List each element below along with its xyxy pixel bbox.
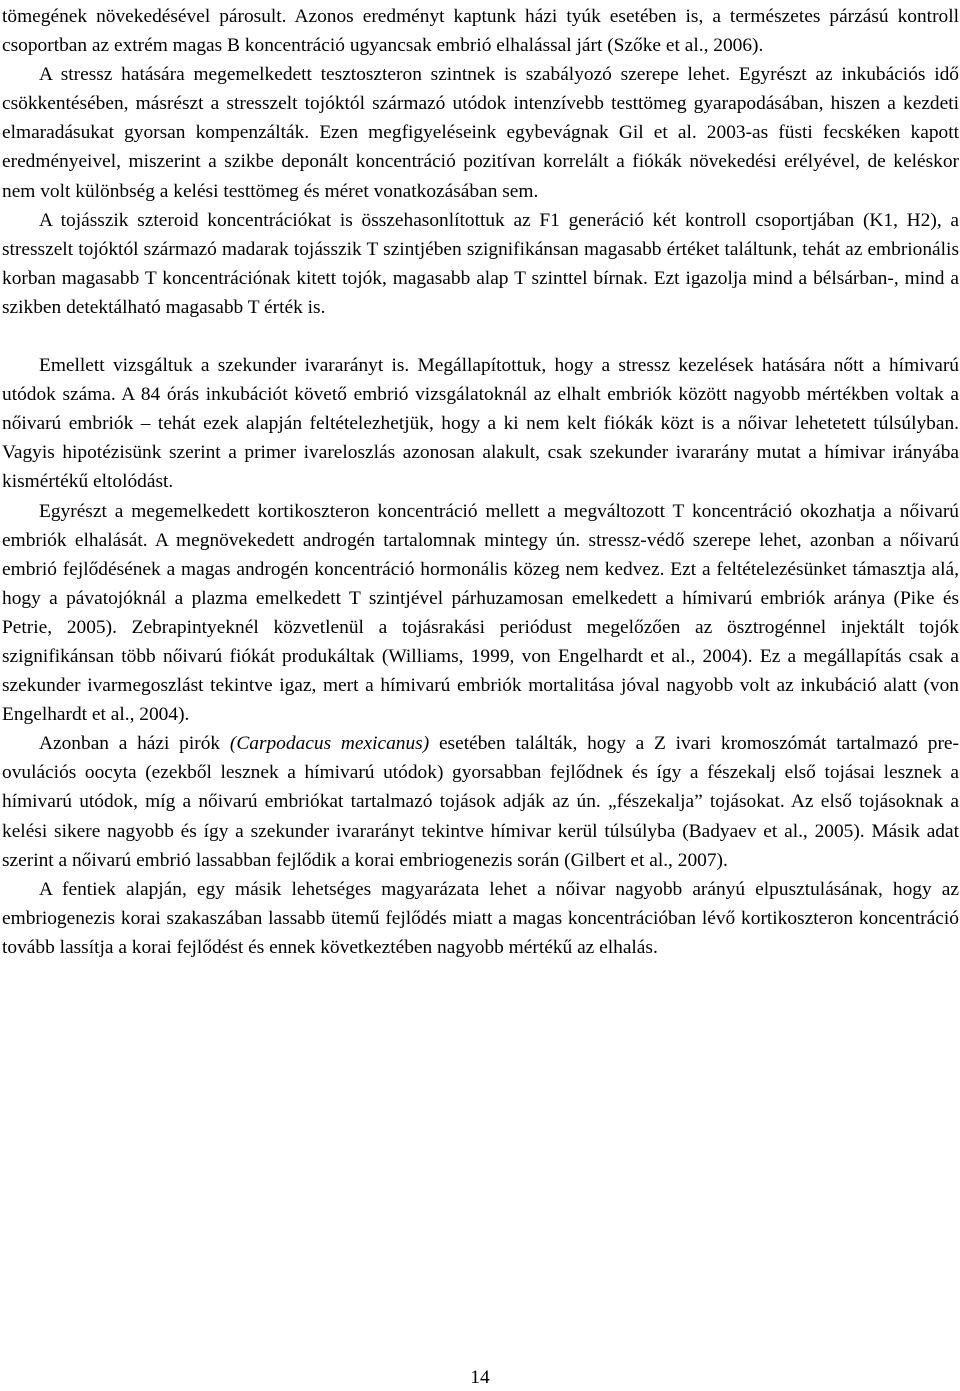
page-number: 14 (470, 1367, 490, 1388)
document-body (2, 2, 959, 962)
paragraph-6-start: Azonban a házi pirók (39, 733, 230, 755)
paragraph-2: A stressz hatására megemelkedett tesztoszteron szintnek is szabályozó szerepe lehet. Egyrészt az inkubációs idő csökkentésében, másrészt a stresszelt tojóktól származó utódok intenzívebb testtömeg gyarapodásában, hiszen a kezdeti elmaradásukat gyorsan kompenzálták. Ezen megfigyeléseink egybevágnak Gil et al. 2003-as füsti fecskéken kapott eredményeivel, miszerint a szikbe deponált koncentráció pozitívan korrelált a fiókák növekedési erélyével, de keléskor nem volt különbség a kelési testtömeg és méret vonatkozásában sem. (2, 64, 959, 202)
paragraph-5: Egyrészt a megemelkedett kortikoszteron koncentráció mellett a megváltozott T koncentráció okozhatja a nőivarú embriók elhalását. A megnövekedett androgén tartalomnak mintegy ún. stressz-védő szerepe lehet, azonban a nőivarú embrió fejlődésének a magas androgén koncentráció hormonális közeg nem kedvez. Ezt a feltételezésünket támasztja alá, hogy a pávatojóknál a plazma emelkedett T szintjével párhuzamosan emelkedett a hímivarú embriók aránya (Pike és Petrie, 2005). Zebrapintyeknél közvetlenül a tojásrakási periódust megelőzően az ösztrogénnel injektált tojók szignifikánsan több nőivarú fiókát produkáltak (Williams, 1999, von Engelhardt et al., 2004). Ez a megállapítás csak a szekunder ivarmegoszlást tekintve igaz, mert a hímivarú embriók mortalitása jóval nagyobb volt az inkubáció alatt (von Engelhardt et al., 2004). (2, 500, 959, 726)
paragraph-2-and-3 (2, 60, 959, 322)
paragraph-1: tömegének növekedésével párosult. Azonos eredményt kaptunk házi tyúk esetében is, a természetes párzású kontroll csoportban az extrém magas B koncentráció ugyancsak embrió elhalással járt (Szőke et al., 2006). (2, 6, 959, 57)
paragraph-3: A tojásszik szteroid koncentrációkat is összehasonlítottuk az F1 generáció két kontroll csoportjában (K1, H2), a stresszelt tojóktól származó madarak tojásszik T szintjében szignifikánsan magasabb értéket találtunk, tehát az embrionális korban magasabb T koncentrációnak kitett tojók, magasabb alap T szinttel bírnak. Ezt igazolja mind a bélsárban-, mind a szikben detektálható magasabb T érték is. (2, 209, 959, 318)
species-name-italic: (Carpodacus mexicanus) (229, 733, 430, 755)
paragraph-7: A fentiek alapján, egy másik lehetséges magyarázata lehet a nőivar nagyobb arányú elpusztulásának, hogy az embriogenezis korai szakaszában lassabb ütemű fejlődés miatt a magas koncentrációban lévő kortikoszteron koncentráció tovább lassítja a korai fejlődést és ennek következtében nagyobb mértékű az elhalás. (2, 878, 959, 958)
paragraph-6 (2, 729, 959, 874)
paragraph-6-rest: esetében találták, hogy a Z ivari kromoszómát tartalmazó pre-ovulációs oocyta (ezekből lesznek a hímivarú utódok) gyorsabban fejlődnek és így a fészekalj első tojásai lesznek a hímivarú utódok, míg a nőivarú embriókat tartalmazó tojások adják az ún. „fészekalja” tojásokat. Az első tojásoknak a kelési sikere nagyobb és így a szekunder ivararányt tekintve hímivar kerül túlsúlyba (Badyaev et al., 2005). Másik adat szerint a nőivarú embrió lassabban fejlődik a korai embriogenezis során (Gilbert et al., 2007). (2, 733, 959, 871)
paragraph-4: Emellett vizsgáltuk a szekunder ivararányt is. Megállapítottuk, hogy a stressz kezelések hatására nőtt a hímivarú utódok száma. A 84 órás inkubációt követő embrió vizsgálatoknál az elhalt embriók között nagyobb mértékben voltak a nőivarú embriók – tehát ezek alapján feltételezhetjük, hogy a ki nem kelt fiókák közt is a nőivar lehetetett túlsúlyban. Vagyis hipotézisünk szerint a primer ivareloszlás azonosan alakult, csak szekunder ivararány mutat a hímivar irányába kismértékű eltolódást. (2, 355, 959, 493)
